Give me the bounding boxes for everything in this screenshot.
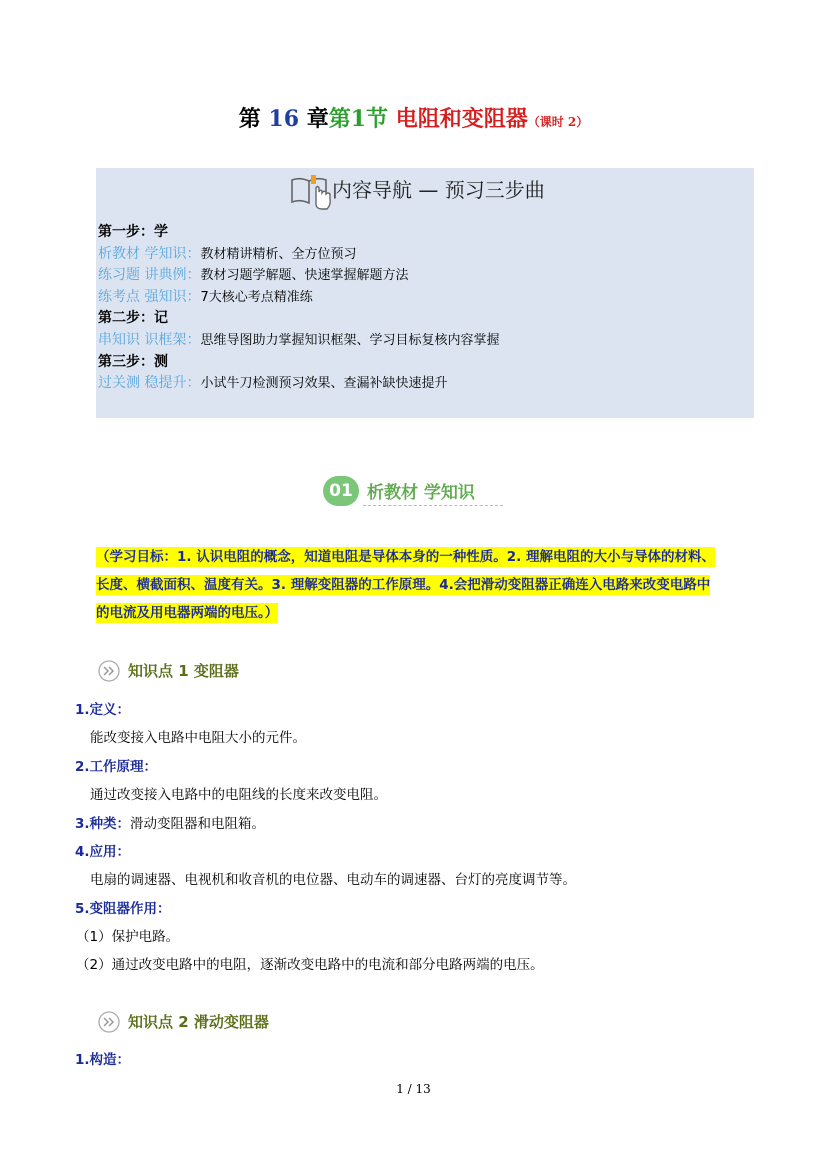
kp1-sub-1: （1）保护电路。 (76, 929, 180, 945)
nav-line-text: 7大核心考点精准练 (200, 290, 313, 305)
content-navigation-box (96, 168, 754, 418)
kp1-label-definition: 1.定义： (75, 702, 131, 718)
page-number: 1 / 13 (396, 1082, 431, 1096)
double-chevron-icon (98, 1011, 120, 1033)
nav-step-1: 第一步：学 (98, 224, 168, 240)
knowledge-point-1-title: 知识点 1 变阻器 (128, 662, 239, 680)
nav-line-label: 析教材 学知识： (98, 246, 201, 262)
goal-line (96, 543, 756, 571)
goal-line (96, 599, 756, 627)
kp1-label-applications: 4.应用： (75, 844, 131, 860)
nav-line-framework (98, 330, 499, 351)
nav-line-label: 练习题 讲典例： (98, 267, 201, 283)
kp1-sub-2: （2）通过改变电路中的电阻，逐渐改变电路中的电流和部分电路两端的电压。 (76, 957, 544, 973)
kp1-body-principle: 通过改变接入电路中的电阻线的长度来改变电阻。 (90, 787, 387, 803)
kp1-label-types-text: 3.种类： (75, 816, 131, 832)
section-badge (323, 473, 503, 509)
nav-step-3: 第三步：测 (98, 354, 168, 370)
kp1-body-applications: 电扇的调速器、电视机和收音机的电位器、电动车的调速器、台灯的亮度调节等。 (90, 872, 576, 888)
title-topic: 电阻和变阻器 (395, 106, 528, 132)
title-chapter-post: 章 (306, 106, 329, 132)
nav-line-points (98, 287, 313, 308)
learning-goals (96, 543, 756, 627)
kp1-label-types (75, 812, 265, 832)
badge-number: 01 (323, 476, 359, 506)
title-chapter-pre: 第 (238, 106, 261, 132)
badge-text: 析教材 学知识 (367, 483, 475, 503)
title-section-pre: 第 (328, 106, 351, 132)
nav-line-text: 思维导图助力掌握知识框架、学习目标复核内容掌握 (200, 333, 500, 348)
nav-step-2: 第二步：记 (98, 310, 168, 326)
nav-header (96, 168, 754, 204)
nav-line-practice (98, 265, 408, 286)
knowledge-point-2-title: 知识点 2 滑动变阻器 (128, 1013, 269, 1031)
book-pointer-icon (289, 172, 333, 210)
double-chevron-icon (98, 660, 120, 682)
nav-line-text: 小试牛刀检测预习效果、查漏补缺快速提升 (200, 376, 448, 391)
kp1-body-types: 滑动变阻器和电阻箱。 (130, 816, 266, 832)
nav-line-study (98, 244, 356, 265)
goal-line (96, 571, 756, 599)
title-section-num: 1 (350, 106, 367, 132)
title-lesson: （课时 2） (527, 115, 589, 129)
nav-line-text: 教材精讲精析、全方位预习 (200, 247, 357, 262)
goal-line-text: （学习目标：1. 认识电阻的概念，知道电阻是导体本身的一种性质。2. 理解电阻的大小与导体的材料、 (96, 549, 715, 565)
goal-line-text: 长度、横截面积、温度有关。3. 理解变阻器的工作原理。4.会把滑动变阻器正确连入电路来改变电路中 (96, 577, 711, 593)
kp1-label-function: 5.变阻器作用： (75, 901, 171, 917)
kp1-body-definition: 能改变接入电路中电阻大小的元件。 (90, 730, 306, 746)
title-section-post: 节 (366, 106, 389, 132)
badge-underline (363, 505, 503, 506)
title-chapter-num: 16 (268, 106, 300, 132)
page-title (0, 102, 827, 133)
nav-line-label: 过关测 稳提升： (98, 375, 201, 391)
nav-line-test (98, 373, 447, 394)
kp1-label-principle: 2.工作原理： (75, 759, 158, 775)
nav-line-label: 练考点 强知识： (98, 289, 201, 305)
nav-line-label: 串知识 识框架： (98, 332, 201, 348)
kp2-label-structure: 1.构造： (75, 1052, 131, 1068)
nav-line-text: 教材习题学解题、快速掌握解题方法 (200, 268, 409, 283)
goal-line-text: 的电流及用电器两端的电压。） (96, 605, 279, 621)
nav-title: 内容导航 — 预习三步曲 (332, 178, 545, 202)
